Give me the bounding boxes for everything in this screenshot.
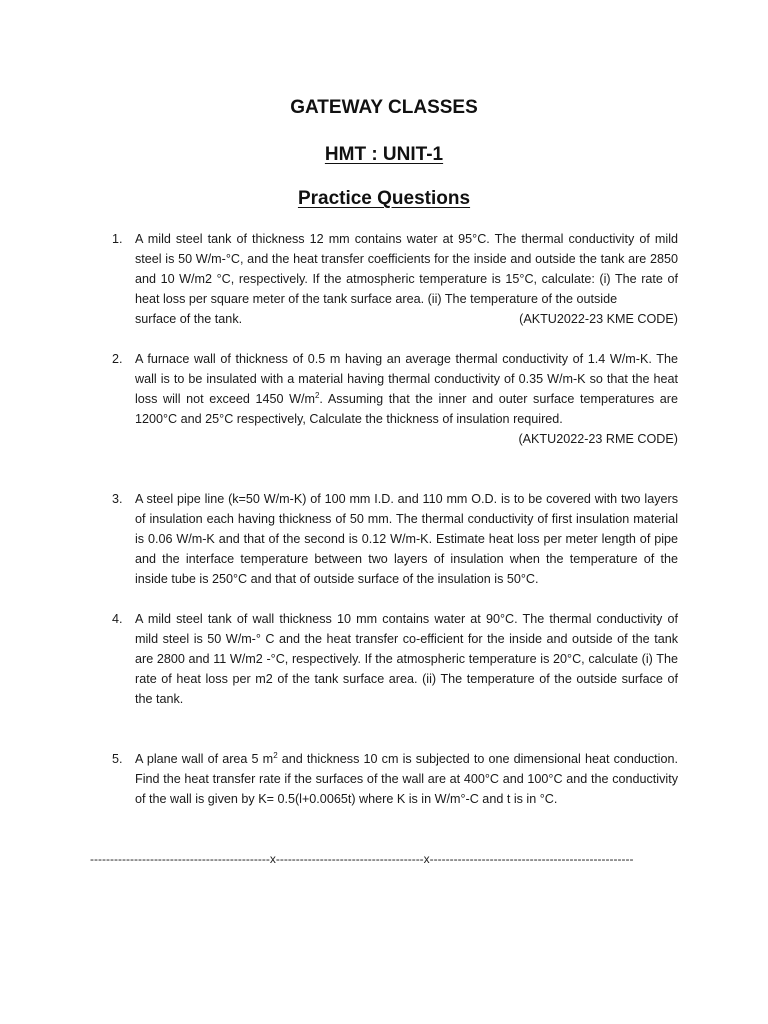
question-number: 5. [112,752,123,766]
question-item [108,749,678,809]
practice-questions-heading: Practice Questions [297,188,471,209]
question-number: 3. [112,492,123,506]
exam-code: (AKTU2022-23 KME CODE) [519,312,678,326]
question-text: A mild steel tank of thickness 12 mm contains water at 95°C. The thermal conductivity of mild steel is 50 W/m-°C, and the heat transfer coefficients for the inside and outside the tank are 2850 and 10 W/m2 °C, respectively. If the atmospheric temperature is 15°C, calculate: (i) The rate of heat loss per square meter of the tank surface area. (ii) The temperature of the outside [135,232,678,306]
question-text: A furnace wall of thickness of 0.5 m having an average thermal conductivity of 1.4 W/m-K. The wall is to be insulated with a material having thermal conductivity of 0.35 W/m-K so that the heat loss will not exceed 1450 $W/m^2$. Assuming that the inner and outer surface temperatures are 1200°C and 25°C respectively, Calculate the thickness of insulation required. [135,352,678,426]
question-item [108,489,678,589]
question-number: 4. [112,612,123,626]
question-item [108,349,678,449]
question-text: A mild steel tank of wall thickness 10 mm contains water at 90°C. The thermal conductivity of mild steel is 50 W/m-° C and the heat transfer co-efficient for the inside and outside of the tank are 2800 and 11 W/m2 -°C, respectively. If the atmospheric temperature is 20°C, calculate (i) The rate of heat loss per m2 of the tank surface area. (ii) The temperature of the outside surface of the tank. [135,612,678,706]
question-number: 1. [112,232,123,246]
question-text: A plane wall of area 5 $m^2$ and thickness 10 cm is subjected to one dimensional heat conduction. Find the heat transfer rate if the surfaces of the wall are at 400°C and 100°C and the conductivity of the wall is given by K= 0.5(l+0.0065t) where K is in W/m°-C and t is in °C. [135,750,678,806]
question-number: 2. [112,352,123,366]
question-item [108,609,678,709]
exam-code: (AKTU2022-23 RME CODE) [518,432,678,446]
institute-title: GATEWAY CLASSES [290,97,478,118]
question-item [108,229,678,329]
question-text-end-line [135,309,678,329]
question-text-end: surface of the tank. [135,312,243,326]
footer-separator: ---------------------------------------------x-------------------------------------x--------------------------------------------------- [90,852,634,866]
unit-title: HMT : UNIT-1 [324,144,444,165]
question-text: A steel pipe line (k=50 W/m-K) of 100 mm I.D. and 110 mm O.D. is to be covered with two layers of insulation each having thickness of 50 mm. The thermal conductivity of first insulation material is 0.06 W/m-K and that of the second is 0.12 W/m-K. Estimate heat loss per meter length of pipe and the interface temperature between two layers of insulation when the temperature of the inside tube is 250°C and that of outside surface of the insulation is 50°C. [135,492,678,586]
question-list [108,229,678,809]
